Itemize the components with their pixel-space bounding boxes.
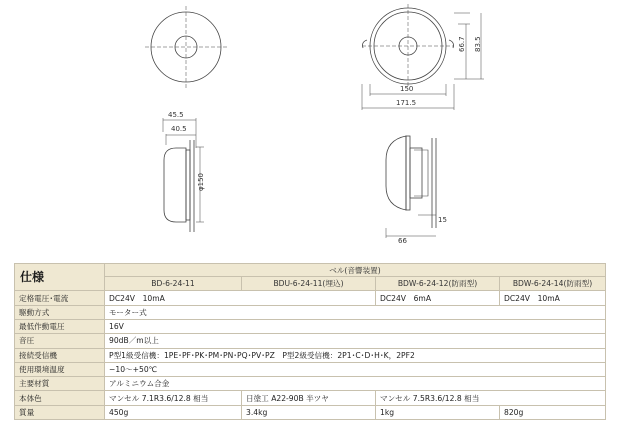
group-header: ベル(音響装置) bbox=[105, 264, 606, 277]
row-label: 駆動方式 bbox=[15, 305, 105, 319]
dim-40-5: 40.5 bbox=[171, 125, 187, 133]
spec-row-sound-pressure bbox=[15, 334, 606, 348]
dim-83-5: 83.5 bbox=[474, 36, 482, 52]
dim-45-5: 45.5 bbox=[168, 111, 184, 119]
row-label: 質量 bbox=[15, 405, 105, 419]
row-label: 接続受信機 bbox=[15, 348, 105, 362]
row-value: 16V bbox=[105, 320, 606, 334]
spec-row-voltage bbox=[15, 291, 606, 305]
row-value: モーター式 bbox=[105, 305, 606, 319]
front-view-bdw bbox=[362, 4, 484, 110]
row-label: 主要材質 bbox=[15, 377, 105, 391]
row-value: −10〜+50℃ bbox=[105, 362, 606, 376]
row-value: 1kg bbox=[376, 405, 500, 419]
dim-171-5: 171.5 bbox=[396, 99, 417, 107]
row-value: P型1級受信機：1PE･PF･PK･PM･PN･PQ･PV･PZ P型2級受信機：2P1･C･D･H･K，2PF2 bbox=[105, 348, 606, 362]
spec-row-temperature bbox=[15, 362, 606, 376]
dim-phi-150: φ150 bbox=[197, 173, 205, 191]
dim-15: 15 bbox=[438, 216, 447, 224]
row-value: アルミニウム合金 bbox=[105, 377, 606, 391]
row-label: 使用環境温度 bbox=[15, 362, 105, 376]
row-value: DC24V 10mA bbox=[105, 291, 376, 305]
spec-row-receiver bbox=[15, 348, 606, 362]
side-view-bdw bbox=[386, 136, 436, 238]
spec-row-color bbox=[15, 391, 606, 405]
spec-row-material bbox=[15, 377, 606, 391]
row-value: 90dB／m以上 bbox=[105, 334, 606, 348]
row-value: DC24V 6mA bbox=[376, 291, 500, 305]
model-header: BDW-6-24-12(防雨型) bbox=[376, 277, 500, 291]
row-label: 音圧 bbox=[15, 334, 105, 348]
row-value: マンセル 7.1R3.6/12.8 相当 bbox=[105, 391, 242, 405]
spec-row-drive bbox=[15, 305, 606, 319]
row-value: 820g bbox=[500, 405, 606, 419]
front-view-bd bbox=[145, 6, 227, 88]
row-value: 450g bbox=[105, 405, 242, 419]
spec-title: 仕様 bbox=[15, 264, 105, 291]
row-value: 日塗工 A22-90B 半ツヤ bbox=[242, 391, 376, 405]
spec-header-row-1 bbox=[15, 264, 606, 277]
row-label: 定格電圧･電流 bbox=[15, 291, 105, 305]
row-value: マンセル 7.5R3.6/12.8 相当 bbox=[376, 391, 606, 405]
spec-row-min-voltage bbox=[15, 320, 606, 334]
row-value: DC24V 10mA bbox=[500, 291, 606, 305]
spec-row-weight bbox=[15, 405, 606, 419]
row-label: 本体色 bbox=[15, 391, 105, 405]
dim-150: 150 bbox=[400, 85, 414, 93]
spec-table bbox=[14, 263, 606, 420]
dim-66: 66 bbox=[398, 237, 407, 245]
model-header: BD-6-24-11 bbox=[105, 277, 242, 291]
row-label: 最低作動電圧 bbox=[15, 320, 105, 334]
model-header: BDU-6-24-11(埋込) bbox=[242, 277, 376, 291]
model-header: BDW-6-24-14(防雨型) bbox=[500, 277, 606, 291]
row-value: 3.4kg bbox=[242, 405, 376, 419]
dim-66-7: 66.7 bbox=[458, 36, 466, 52]
